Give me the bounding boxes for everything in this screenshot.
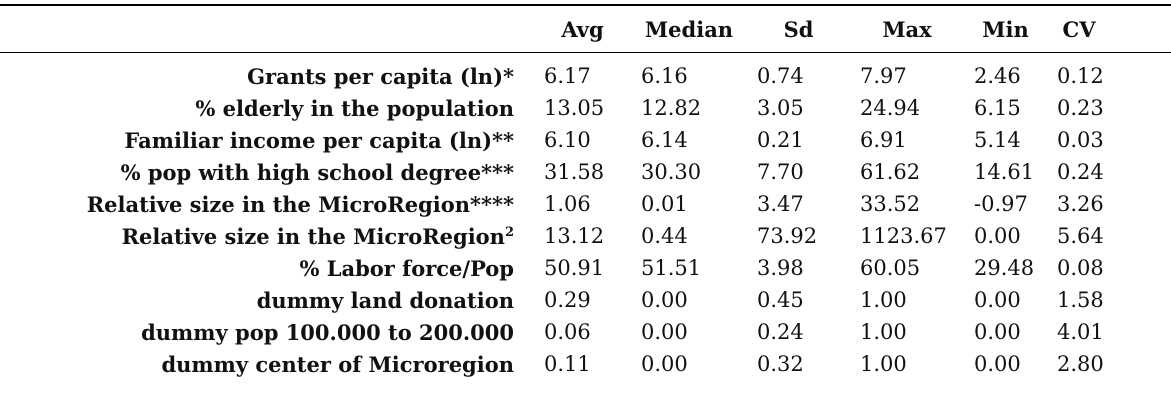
table-cell: 4.01 xyxy=(1057,320,1104,344)
table-cell: 1.00 xyxy=(860,320,907,344)
row-label xyxy=(0,252,534,284)
table-cell: 0.03 xyxy=(1057,128,1104,152)
table-cell: 13.12 xyxy=(544,224,605,248)
header-row xyxy=(0,6,1111,52)
row-label-text: Grants per capita (ln)* xyxy=(247,63,514,89)
table-row xyxy=(0,156,1111,188)
header-cell-cv: CV xyxy=(1062,16,1096,42)
table-cell: 0.00 xyxy=(974,224,1021,248)
table-cell: 5.14 xyxy=(974,128,1021,152)
table-cell: 0.00 xyxy=(641,320,688,344)
table-cell: 31.58 xyxy=(544,160,605,184)
table-cell: 14.61 xyxy=(974,160,1035,184)
table-cell: 13.05 xyxy=(544,96,605,120)
table-cell: 12.82 xyxy=(641,96,702,120)
table-row xyxy=(0,52,1111,92)
table-row xyxy=(0,348,1111,380)
row-label xyxy=(0,348,534,380)
table-cell: 5.64 xyxy=(1057,224,1104,248)
table-cell: 2.80 xyxy=(1057,352,1104,376)
table-cell: 6.10 xyxy=(544,128,591,152)
row-label-superscript: 2 xyxy=(504,224,514,240)
table-cell: 73.92 xyxy=(757,224,818,248)
table-cell: 3.47 xyxy=(757,192,804,216)
table-cell: 2.46 xyxy=(974,64,1021,88)
table-cell: 0.74 xyxy=(757,64,804,88)
table-cell: 61.62 xyxy=(860,160,921,184)
row-label xyxy=(0,124,534,156)
table-cell: 0.11 xyxy=(544,352,591,376)
row-label-text: dummy pop 100.000 to 200.000 xyxy=(141,319,514,345)
descriptive-statistics-table xyxy=(0,6,1111,380)
table-cell: 51.51 xyxy=(641,256,702,280)
row-label-text: % pop with high school degree*** xyxy=(120,159,514,185)
table-cell: 0.32 xyxy=(757,352,804,376)
table-cell: 1.06 xyxy=(544,192,591,216)
table-cell: 6.17 xyxy=(544,64,591,88)
table-row xyxy=(0,124,1111,156)
table-cell: 7.97 xyxy=(860,64,907,88)
table-cell: 0.00 xyxy=(974,352,1021,376)
table-cell: 0.44 xyxy=(641,224,688,248)
table-cell: 0.06 xyxy=(544,320,591,344)
table-cell: 0.45 xyxy=(757,288,804,312)
table-row xyxy=(0,252,1111,284)
row-label-text: dummy center of Microregion xyxy=(161,351,514,377)
table-row xyxy=(0,92,1111,124)
row-label-text: dummy land donation xyxy=(256,287,514,313)
table-cell: 3.26 xyxy=(1057,192,1104,216)
table-cell: 29.48 xyxy=(974,256,1035,280)
table-cell: 0.00 xyxy=(974,288,1021,312)
table-cell: 0.00 xyxy=(641,288,688,312)
header-cell-sd: Sd xyxy=(783,16,814,42)
row-label xyxy=(0,188,534,220)
table-cell: -0.97 xyxy=(974,192,1028,216)
table-cell: 50.91 xyxy=(544,256,605,280)
row-label xyxy=(0,316,534,348)
table-body xyxy=(0,52,1111,380)
table-cell: 6.14 xyxy=(641,128,688,152)
row-label xyxy=(0,52,534,92)
table-cell: 0.24 xyxy=(1057,160,1104,184)
row-label xyxy=(0,156,534,188)
table-cell: 33.52 xyxy=(860,192,921,216)
table-cell: 0.29 xyxy=(544,288,591,312)
row-label-text: % Labor force/Pop xyxy=(299,255,514,281)
table-cell: 3.98 xyxy=(757,256,804,280)
table-cell: 0.00 xyxy=(974,320,1021,344)
table-cell: 3.05 xyxy=(757,96,804,120)
row-label-text: Relative size in the MicroRegion**** xyxy=(86,191,514,217)
table-row xyxy=(0,284,1111,316)
table-cell: 30.30 xyxy=(641,160,702,184)
table-row xyxy=(0,316,1111,348)
table-row xyxy=(0,220,1111,252)
table-cell: 6.91 xyxy=(860,128,907,152)
table-cell: 1.58 xyxy=(1057,288,1104,312)
table-cell: 0.21 xyxy=(757,128,804,152)
header-cell-avg: Avg xyxy=(561,16,604,42)
table-cell: 7.70 xyxy=(757,160,804,184)
row-label xyxy=(0,220,534,252)
table-cell: 0.23 xyxy=(1057,96,1104,120)
row-label xyxy=(0,284,534,316)
header-cell-min: Min xyxy=(982,16,1029,42)
header-cell-blank xyxy=(0,6,534,52)
header-cell-median: Median xyxy=(644,16,734,42)
table-cell: 0.24 xyxy=(757,320,804,344)
table-cell: 0.08 xyxy=(1057,256,1104,280)
table-cell: 1123.67 xyxy=(860,224,947,248)
table-cell: 0.12 xyxy=(1057,64,1104,88)
row-label xyxy=(0,92,534,124)
table-cell: 60.05 xyxy=(860,256,921,280)
table-cell: 6.15 xyxy=(974,96,1021,120)
table-cell: 0.00 xyxy=(641,352,688,376)
header-cell-max: Max xyxy=(882,16,932,42)
table-cell: 24.94 xyxy=(860,96,921,120)
table-row xyxy=(0,188,1111,220)
table-cell: 6.16 xyxy=(641,64,688,88)
table-cell: 1.00 xyxy=(860,288,907,312)
table-cell: 0.01 xyxy=(641,192,688,216)
row-label-text: Relative size in the MicroRegion xyxy=(121,223,505,249)
row-label-text: Familiar income per capita (ln)** xyxy=(124,127,514,153)
row-label-text: % elderly in the population xyxy=(195,95,514,121)
table-cell: 1.00 xyxy=(860,352,907,376)
